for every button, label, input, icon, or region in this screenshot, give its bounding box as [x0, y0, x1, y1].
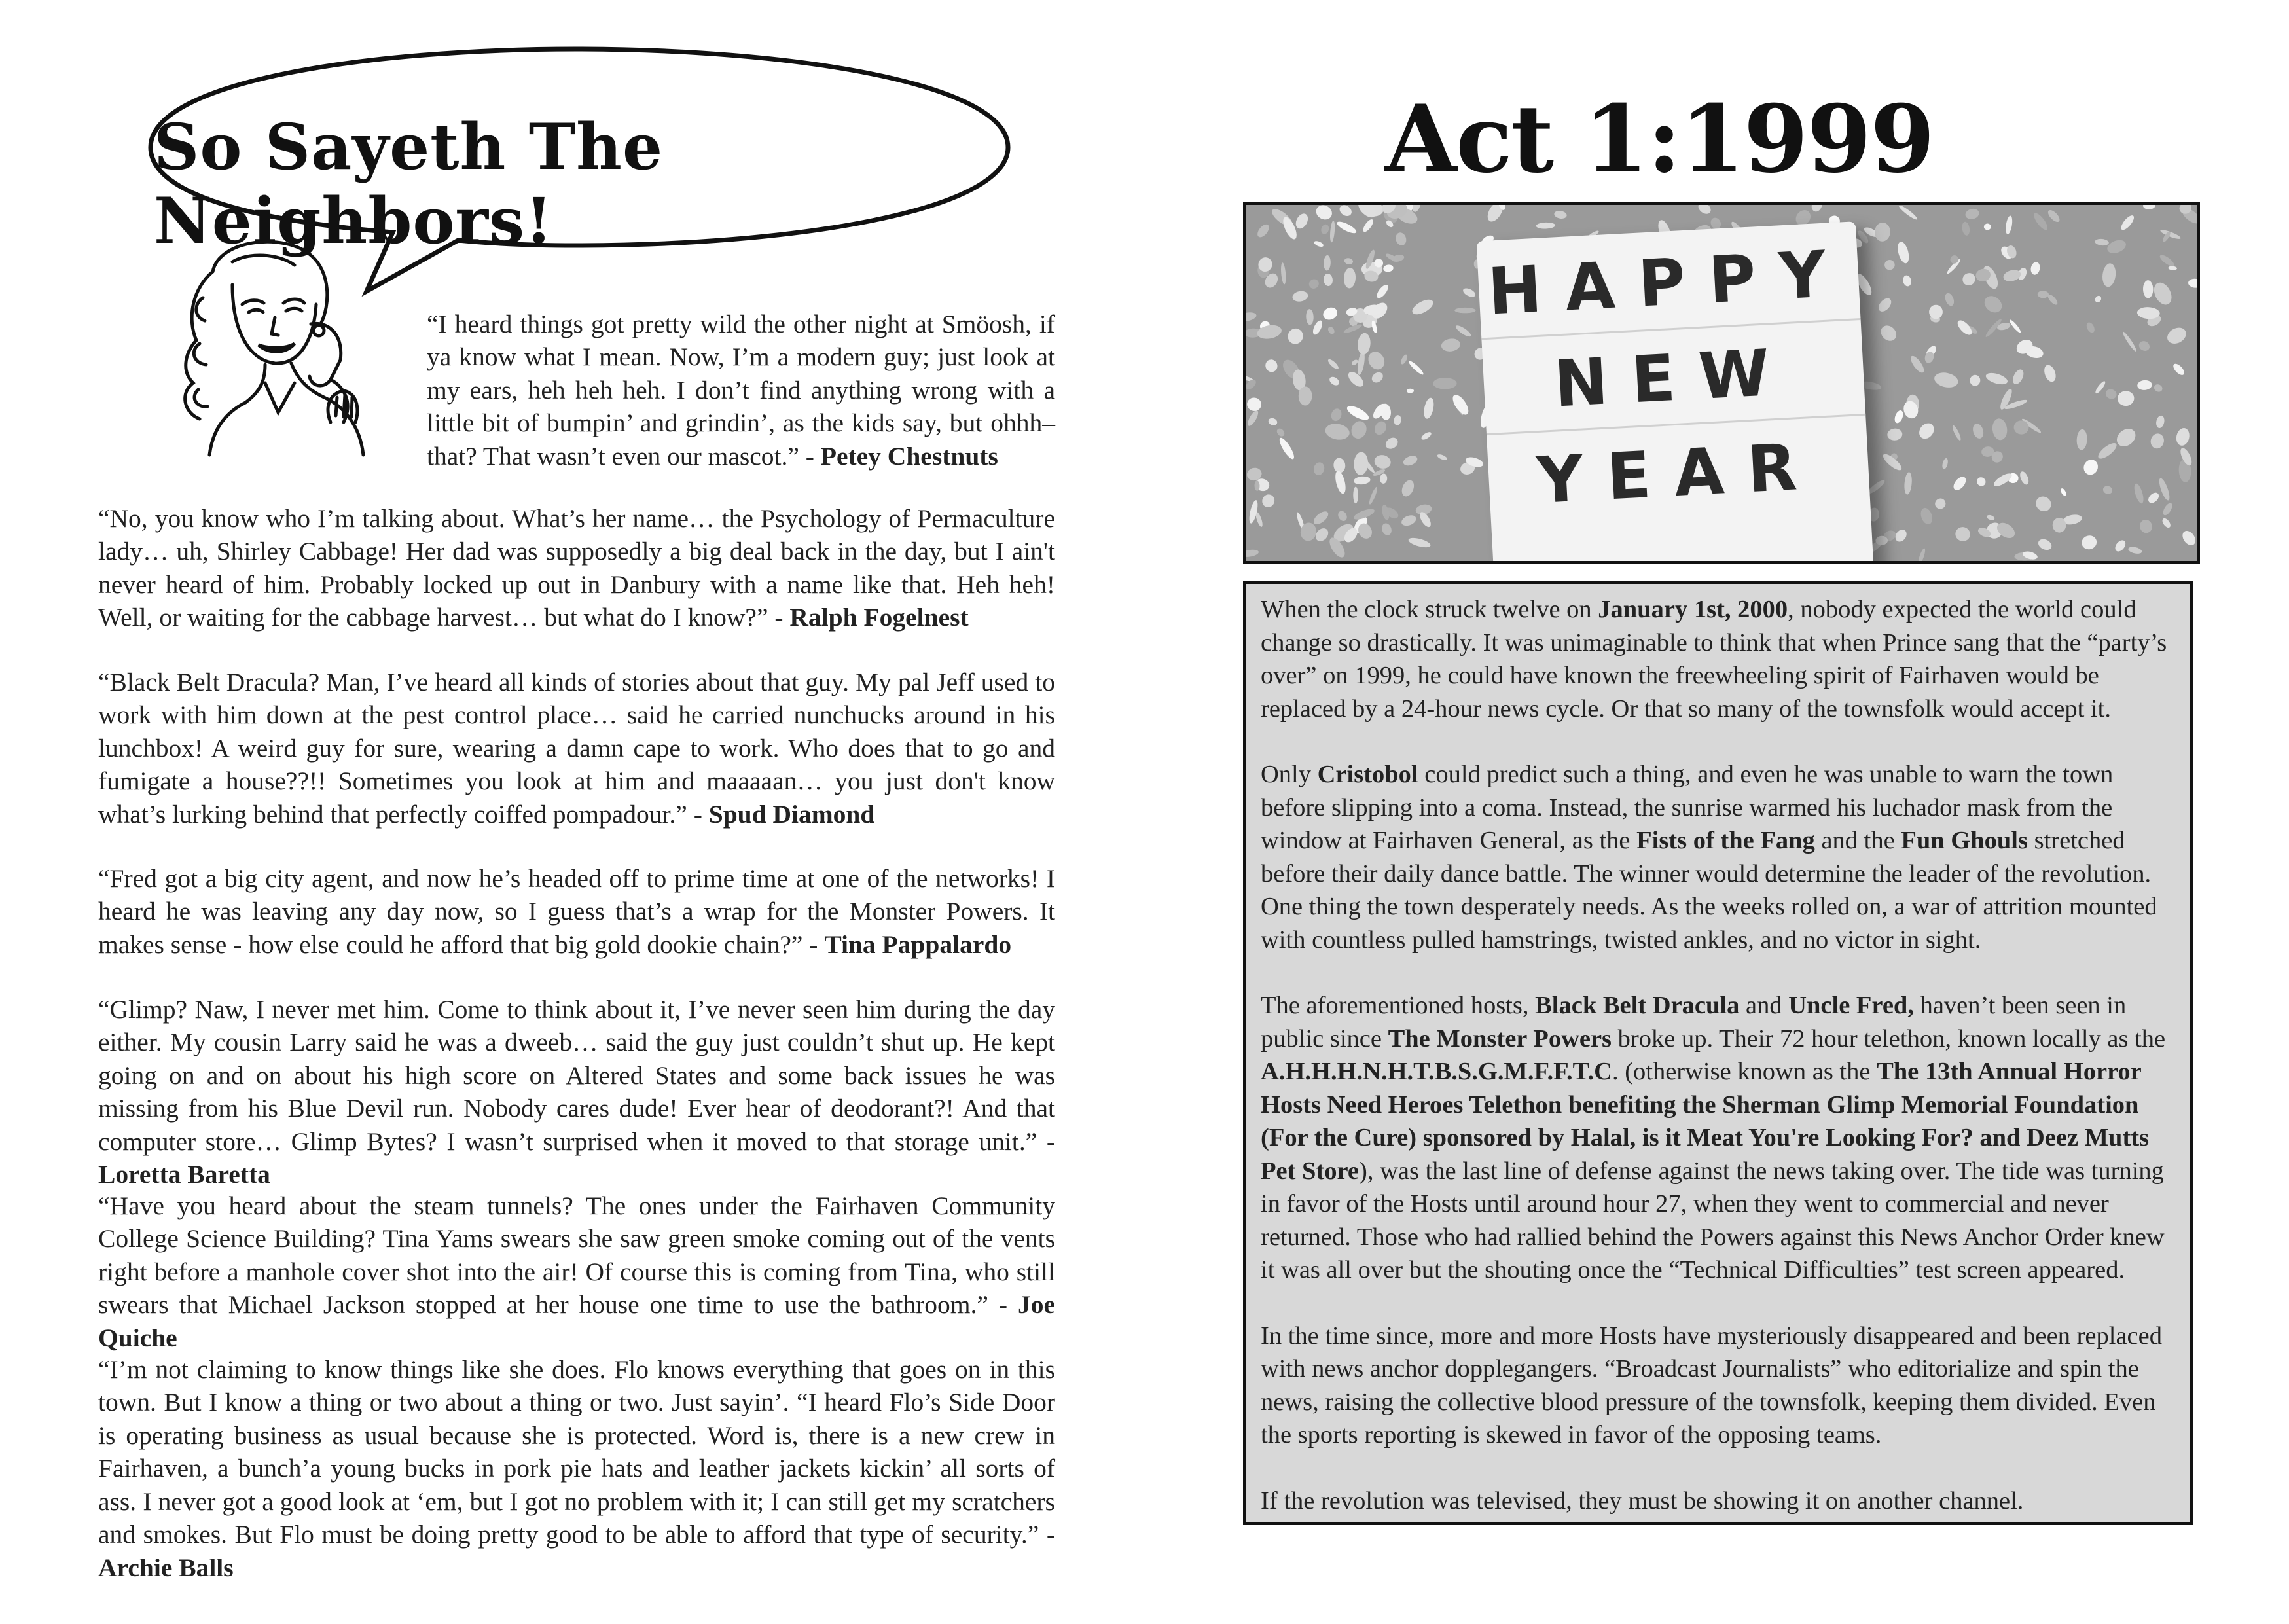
confetti-piece [2117, 390, 2135, 406]
confetti-piece [1994, 520, 2018, 541]
confetti-piece [2030, 261, 2041, 276]
confetti-piece [1333, 470, 1347, 495]
confetti-piece [1277, 436, 1297, 461]
confetti-piece [1335, 219, 1358, 235]
confetti-piece [2036, 537, 2053, 552]
confetti-piece [1969, 374, 1981, 387]
confetti-piece [1437, 453, 1448, 461]
confetti-piece [1896, 240, 1911, 264]
happy-new-year-photo-icon [1243, 202, 2200, 564]
confetti-piece [1354, 476, 1371, 485]
quote-spud: “Black Belt Dracula? Man, I’ve heard all kinds of stories about that guy. My pal Jeff used to work with him down at the pest control place… said he carried nunchucks around in his lunchbox! A weird guy for sure, wearing a damn cape to work. Who does that to go and fumigate a house??!! Sometimes you look at him and maaaaan… you just don't know what’s lurking behind that perfectly coiffed pompadour.” - Spud Diamond [98, 667, 1055, 829]
confetti-piece [2076, 429, 2087, 450]
confetti-piece [1380, 522, 1394, 536]
confetti-piece [1943, 292, 1956, 307]
confetti-piece [2114, 425, 2139, 450]
confetti-piece [1323, 273, 1333, 286]
story-text: ), was the last line of defense against the news taking over. The tide was turning in favor of the Hosts until around hour 27, when they went to commercial and never returned. Those who had rallied behind the Powers against this News Anchor Order knew it was all over but the shouting once the “Technical Difficulties” test screen appeared. [1261, 1157, 2165, 1284]
confetti-piece [1368, 486, 1379, 505]
quote-ralph: “No, you know who I’m talking about. What’s her name… the Psychology of Permaculture lady… uh, Shirley Cabbage! Her dad was supposedly a big deal back in the day, but I ain't never heard of him. Probably locked up out in Danbury with a name like that. Heh heh! Well, or waiting for the cabbage harvest… but what do I know?” - Ralph Fogelnest [98, 503, 1055, 632]
confetti-piece [2104, 388, 2118, 401]
confetti-piece [1407, 536, 1432, 549]
confetti-piece [1454, 323, 1473, 338]
confetti-piece [2137, 339, 2152, 353]
confetti-piece [1343, 268, 1356, 289]
story-text: , nobody expected the world could change so drastically. It was unimaginable to think that when Prince sang that the “party’s over” on 1999, he could have known the freewheeling spirit of Fairhaven would be replaced by a 24-hour news cycle. Or that so many of the townsfolk would accept it. [1261, 596, 2167, 723]
confetti-piece [2157, 477, 2172, 501]
confetti-piece [2119, 213, 2136, 232]
quote-tina: “Fred got a big city agent, and now he’s headed off to prime time at one of the networks! I heard he was leaving any day now, so I guess that’s a wrap for the Monster Powers. It makes sense - how else could he afford that big gold dookie chain?” - Tina Pappalardo [98, 863, 1055, 959]
confetti-piece [1312, 509, 1331, 527]
confetti-piece [1407, 389, 1414, 393]
quote-author: Loretta Baretta [98, 1160, 270, 1189]
confetti-piece [1246, 549, 1259, 558]
lightbox-sign [1477, 221, 1874, 564]
confetti-piece [1353, 452, 1368, 475]
story-bold-text: Fun Ghouls [1901, 827, 2028, 854]
confetti-piece [2146, 491, 2161, 505]
confetti-piece [1876, 296, 1894, 314]
confetti-piece [1462, 287, 1477, 298]
story-paragraph [1261, 593, 2174, 725]
confetti-piece [1917, 548, 1926, 561]
confetti-piece [1909, 354, 1926, 374]
confetti-piece [1893, 409, 1905, 424]
confetti-piece [1357, 333, 1371, 355]
story-bold-text: The Monster Powers [1388, 1024, 1612, 1053]
confetti-piece [1887, 428, 1903, 441]
story-text: and [1739, 992, 1789, 1019]
confetti-piece [1361, 218, 1375, 234]
confetti-piece [1916, 420, 1937, 442]
story-bold-text: A.H.H.H.N.H.T.B.S.G.M.F.F.T.C [1261, 1058, 1612, 1085]
confetti-piece [1345, 403, 1371, 423]
confetti-piece [1329, 221, 1335, 243]
confetti-piece [1960, 270, 1978, 287]
confetti-piece [1902, 274, 1913, 287]
confetti-piece [2174, 427, 2191, 447]
story-bold-text: Black Belt Dracula [1535, 992, 1740, 1019]
confetti-piece [2161, 501, 2174, 516]
story-text: If the revolution was televised, they must be showing it on another channel. [1261, 1487, 2024, 1515]
story-text: could predict such a thing, and even he was unable to warn the town before slipping into a coma. Instead, the sunrise warmed his luchador mask from the window at Fairhaven General, as the [1261, 761, 2114, 854]
confetti-piece [1402, 454, 1419, 467]
confetti-piece [1884, 259, 1896, 270]
confetti-piece [1536, 222, 1556, 229]
confetti-piece [1280, 262, 1287, 285]
confetti-piece [1975, 475, 1987, 488]
confetti-piece [1903, 472, 1913, 495]
confetti-piece [2158, 253, 2176, 268]
story-paragraph [1261, 989, 2174, 1287]
confetti-piece [1306, 309, 1314, 325]
confetti-piece [2080, 534, 2099, 551]
story-text: haven’t been seen in public since [1261, 992, 2127, 1053]
confetti-piece [1399, 478, 1416, 498]
confetti-piece [2082, 458, 2100, 477]
confetti-piece [2155, 415, 2165, 429]
confetti-piece [1321, 305, 1339, 321]
confetti-piece [2143, 205, 2155, 209]
confetti-piece [1919, 507, 1934, 526]
story-text: Only [1261, 761, 1318, 788]
confetti-piece [1267, 417, 1278, 427]
lightbox-line: NEW [1482, 331, 1865, 435]
confetti-piece [1422, 397, 1435, 420]
confetti-piece [1285, 326, 1305, 347]
confetti-piece [2096, 441, 2119, 461]
confetti-piece [1337, 205, 1354, 218]
confetti-piece [2005, 215, 2013, 235]
confetti-piece [2143, 280, 2154, 298]
lightbox-line: YEAR [1535, 429, 1822, 519]
confetti-piece [1810, 205, 1824, 213]
story-bold-text: Uncle Fred, [1788, 992, 1914, 1019]
confetti-piece [1441, 338, 1462, 353]
confetti-piece [1984, 224, 1991, 230]
confetti-piece [1951, 424, 1962, 441]
confetti-piece [1933, 370, 1960, 389]
story-text: When the clock struck twelve on [1261, 596, 1598, 623]
confetti-piece [2105, 238, 2127, 256]
confetti-piece [1314, 205, 1335, 222]
confetti-piece [1320, 223, 1331, 235]
confetti-piece [2180, 528, 2197, 547]
confetti-piece [1696, 205, 1713, 216]
confetti-piece [1246, 409, 1260, 427]
quote-author: Petey Chestnuts [820, 441, 998, 471]
confetti-piece [1981, 293, 2005, 316]
confetti-piece [1246, 311, 1257, 323]
confetti-piece [2038, 291, 2049, 298]
confetti-piece [2002, 268, 2023, 283]
confetti-piece [1420, 431, 1433, 441]
confetti-piece [2113, 538, 2127, 553]
confetti-piece [1380, 473, 1388, 484]
quote-author: Spud Diamond [708, 799, 875, 829]
story-text: In the time since, more and more Hosts have mysteriously disappeared and been replaced with news anchor dopplegangers. “Broadcast Journalists” who editorialize and spin the news, raising the collective blood pressure of the townsfolk, keeping them divided. Even the sports reporting is skewed in favor of the opposing teams. [1261, 1322, 2162, 1449]
confetti-piece [1275, 427, 1286, 438]
left-page [0, 0, 1144, 1624]
confetti-piece [2171, 362, 2186, 377]
confetti-piece [2008, 319, 2022, 334]
confetti-piece [2101, 262, 2117, 287]
confetti-piece [2159, 228, 2182, 241]
confetti-piece [1313, 240, 1324, 247]
quote-author: Ralph Fogelnest [789, 603, 969, 632]
confetti-piece [2138, 518, 2154, 535]
confetti-piece [1370, 370, 1385, 384]
confetti-piece [2033, 494, 2054, 514]
confetti-piece [1407, 359, 1425, 376]
confetti-piece [2011, 368, 2026, 386]
confetti-piece [2153, 383, 2164, 393]
confetti-piece [1349, 419, 1369, 441]
confetti-piece [1454, 308, 1475, 313]
act-title: Act 1:1999 [1384, 85, 1934, 194]
confetti-piece [1324, 422, 1351, 442]
confetti-piece [1312, 461, 1326, 476]
confetti-piece [1991, 418, 2008, 441]
confetti-piece [1394, 231, 1408, 247]
confetti-piece [1346, 369, 1366, 389]
confetti-piece [1365, 349, 1388, 372]
bubble-title: So Sayeth The Neighbors! [154, 110, 664, 258]
confetti-piece [1971, 422, 1985, 440]
confetti-piece [2085, 321, 2096, 334]
confetti-piece [1410, 297, 1435, 317]
confetti-piece [1375, 283, 1390, 300]
confetti-piece [2133, 482, 2146, 505]
confetti-piece [1351, 359, 1359, 367]
confetti-piece [1399, 353, 1409, 365]
confetti-piece [1384, 435, 1400, 451]
confetti-piece [1985, 370, 2009, 386]
confetti-piece [2137, 380, 2153, 391]
confetti-piece [2095, 238, 2109, 246]
confetti-piece [1327, 358, 1340, 371]
confetti-piece [1246, 397, 1262, 412]
confetti-piece [1260, 492, 1276, 509]
confetti-piece [1933, 496, 1948, 511]
confetti-piece [1961, 221, 1970, 236]
story-text: and the [1814, 827, 1901, 854]
confetti-piece [1878, 323, 1900, 344]
confetti-piece [2188, 278, 2197, 289]
confetti-piece [1383, 264, 1394, 272]
confetti-piece [2042, 363, 2058, 384]
story-paragraph [1261, 1320, 2174, 1452]
confetti-piece [1954, 526, 1972, 543]
confetti-piece [1328, 375, 1341, 387]
confetti-piece [1311, 319, 1324, 336]
confetti-piece [2149, 432, 2166, 450]
confetti-piece [2151, 280, 2175, 308]
retro-woman-phone-icon [134, 226, 422, 458]
story-paragraph [1261, 758, 2174, 956]
confetti-piece [1291, 290, 1308, 303]
confetti-piece [2094, 380, 2106, 395]
confetti-piece [1324, 255, 1331, 271]
confetti-piece [1433, 378, 1456, 389]
story-bold-text: Cristobol [1317, 761, 1418, 788]
quote-loretta: “Glimp? Naw, I never met him. Come to think about it, I’ve never seen him during the day either. My cousin Larry said he was a dweeb… said the guy just couldn’t shut up. He kept going on and on about his high score on Altered States and some back issues he was missing from his Blue Devil run. Nobody cares dude! Ever hear of deodorant?! And that computer store… Glimp Bytes? I wasn’t surprised when it moved to that storage unit.” - Loretta Baretta [98, 994, 1055, 1189]
confetti-piece [2165, 325, 2189, 347]
confetti-piece [1263, 357, 1280, 374]
confetti-piece [1353, 487, 1358, 504]
quote-author: Tina Pappalardo [824, 929, 1012, 959]
story-text: The aforementioned hosts, [1261, 992, 1536, 1019]
confetti-piece [2161, 517, 2172, 530]
story-bold-text: The 13th Annual Horror Hosts Need Heroes Telethon benefiting the Sherman Glimp Memorial Foundation (For the Cure) sponsored by Halal, is it Meat You're Looking For? and Deez Mutts Pet Store [1261, 1058, 2150, 1185]
story-paragraph [1261, 1485, 2174, 1518]
quote-petey: “I heard things got pretty wild the other night at Smöosh, if ya know what I mean. Now, I’m a modern guy; just look at my ears, heh heh heh. I don’t find anything wrong with a little bit of bumpin’ and grindin’, as the kids say, but ohhh–that? That wasn’t even our mascot.” - Petey Chestnuts [427, 309, 1055, 471]
confetti-piece [1393, 414, 1401, 425]
confetti-piece [1337, 509, 1349, 522]
confetti-piece [2019, 470, 2030, 486]
story-bold-text: January 1st, 2000 [1598, 596, 1788, 623]
confetti-piece [1372, 419, 1388, 437]
story-panel [1243, 581, 2193, 1525]
confetti-piece [2127, 546, 2142, 555]
confetti-piece [2168, 266, 2177, 270]
confetti-piece [1329, 407, 1343, 422]
confetti-piece [2059, 488, 2067, 497]
confetti-piece [2094, 295, 2102, 304]
confetti-piece [1293, 211, 1310, 230]
confetti-piece [1951, 475, 1968, 492]
confetti-piece [2046, 208, 2062, 224]
confetti-piece [1941, 458, 1949, 470]
confetti-piece [1450, 392, 1471, 417]
confetti-piece [1344, 257, 1354, 265]
confetti-piece [1874, 222, 1890, 242]
confetti-piece [1373, 454, 1392, 470]
confetti-piece [1327, 325, 1336, 335]
lightbox-line: HAPPY [1477, 236, 1861, 340]
confetti-piece [1553, 210, 1567, 220]
story-text: stretched before their daily dance battle. The winner would determine the leader of the revolution. One thing the town desperately needs. As the weeks rolled on, a war of attrition mounted with countless pulled hamstrings, twisted ankles, and no victor in sight. [1261, 827, 2157, 954]
confetti-piece [2121, 331, 2138, 352]
confetti-piece [1898, 205, 1919, 221]
quote-author: Archie Balls [98, 1553, 234, 1582]
confetti-piece [1400, 513, 1418, 528]
story-bold-text: Fists of the Fang [1636, 827, 1815, 854]
confetti-piece [1307, 278, 1320, 291]
confetti-piece [1964, 208, 1980, 221]
story-text: broke up. Their 72 hour telethon, known locally as the [1612, 1024, 2166, 1053]
quote-author: Joe Quiche [98, 1290, 1055, 1352]
quote-joe: “Have you heard about the steam tunnels? The ones under the Fairhaven Community College Science Building? Tina Yams swears she saw green smoke coming out of the vents right before a manhole cover shot into the air! Of course this is coming from Tina, who still swears that Michael Jackson stopped at her house one time to use the bathroom.” - Joe Quiche [98, 1191, 1055, 1352]
confetti-piece [1333, 458, 1346, 474]
confetti-piece [2032, 211, 2050, 232]
confetti-piece [1986, 514, 1995, 521]
confetti-piece [2102, 485, 2113, 496]
confetti-piece [1255, 223, 1271, 240]
quote-archie: “I’m not claiming to know things like she does. Flo knows everything that goes on in this town. But I know a thing or two about a thing or two. Just sayin’. “I heard Flo’s Side Door is operating business as usual because she is protected. Word is, there is a new crew in Fairhaven, a bunch’a young bucks in pork pie hats and leather jackets kickin’ all sorts of ass. I never got a good look at ‘em, but I got no problem with it; I can still get my scratchers and smokes. But Flo must be doing pretty good to be able to afford that type of security.” - Archie Balls [98, 1354, 1055, 1582]
story-text: . (otherwise known as the [1612, 1058, 1877, 1085]
